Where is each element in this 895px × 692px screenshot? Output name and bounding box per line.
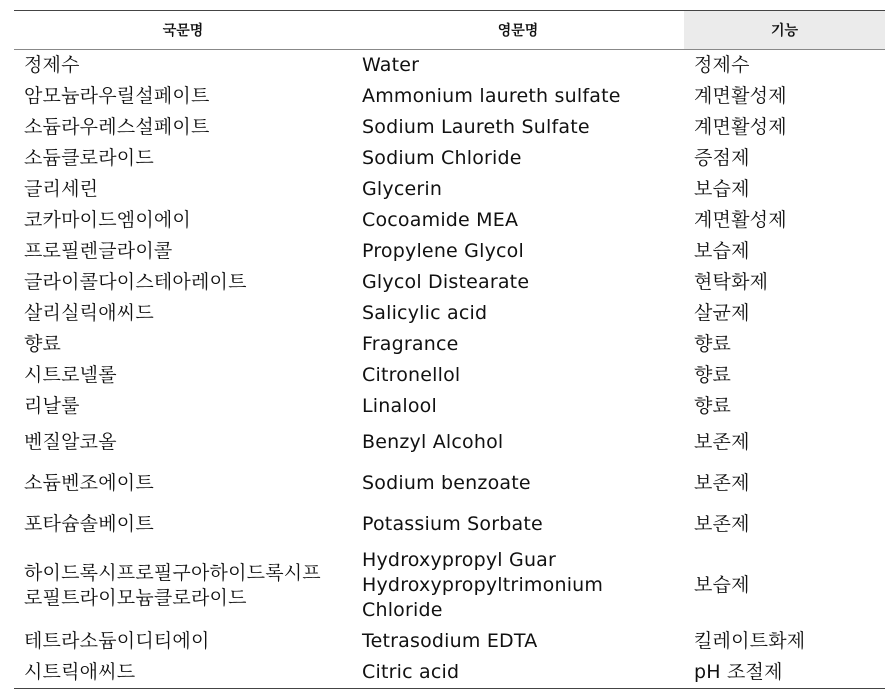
cell-english-name	[352, 174, 684, 205]
table-row	[14, 143, 885, 174]
table-row	[14, 50, 885, 82]
cell-english-name	[352, 545, 684, 626]
cell-korean-name: 정제수	[24, 54, 80, 76]
cell-english-name-line: Fragrance	[362, 333, 459, 355]
cell-english-name-line: Ammonium laureth sulfate	[362, 85, 621, 107]
cell-english-name	[352, 236, 684, 267]
header-function: 기능	[684, 11, 885, 50]
cell-english-name	[352, 143, 684, 174]
cell-function: 증점제	[684, 143, 885, 174]
cell-english-name-line: Cocoamide MEA	[362, 209, 519, 231]
header-row	[14, 11, 885, 50]
cell-function: 향료	[684, 329, 885, 360]
cell-english-name-line: Hydroxypropyltrimonium	[362, 574, 604, 596]
cell-english-name	[352, 360, 684, 391]
cell-korean-name: 소듐클로라이드	[24, 147, 154, 169]
table-row	[14, 174, 885, 205]
cell-korean-name: 글라이콜다이스테아레이트	[24, 271, 247, 293]
table-body	[14, 50, 885, 689]
cell-function: 보습제	[684, 174, 885, 205]
table-row	[14, 267, 885, 298]
cell-function: 보습제	[684, 545, 885, 626]
cell-korean-name: 암모늄라우릴설페이트	[24, 85, 210, 107]
cell-english-name	[352, 112, 684, 143]
table-row	[14, 112, 885, 143]
cell-english-name	[352, 329, 684, 360]
cell-function: 정제수	[684, 50, 885, 82]
cell-korean-name: 테트라소듐이디티에이	[24, 630, 210, 652]
cell-english-name-line: Chloride	[362, 599, 443, 621]
cell-korean-name: 포타슘솔베이트	[24, 513, 154, 535]
header-english-name: 영문명	[497, 23, 539, 39]
cell-english-name-line: Propylene Glycol	[362, 240, 524, 262]
cell-korean-name: 프로필렌글라이콜	[24, 240, 173, 262]
cell-english-name	[352, 422, 684, 463]
cell-function: 향료	[684, 391, 885, 422]
cell-english-name	[352, 50, 684, 82]
cell-english-name-line: Sodium Chloride	[362, 147, 522, 169]
table-row	[14, 657, 885, 689]
cell-korean-name: 리날룰	[24, 395, 80, 417]
table-row	[14, 298, 885, 329]
table-row	[14, 205, 885, 236]
cell-korean-name: 시트릭애씨드	[24, 661, 136, 683]
cell-english-name-line: Potassium Sorbate	[362, 513, 543, 535]
cell-english-name	[352, 81, 684, 112]
cell-english-name	[352, 657, 684, 689]
table-row	[14, 360, 885, 391]
cell-function: 보존제	[684, 463, 885, 504]
cell-function: 킬레이트화제	[684, 626, 885, 657]
cell-english-name-line: Glycol Distearate	[362, 271, 530, 293]
cell-english-name	[352, 267, 684, 298]
cell-english-name-line: Glycerin	[362, 178, 443, 200]
cell-korean-name: 시트로넬롤	[24, 364, 117, 386]
cell-english-name-line: Citric acid	[362, 661, 460, 683]
ingredient-table	[14, 10, 885, 689]
table-row	[14, 545, 885, 626]
cell-english-name-line: Sodium benzoate	[362, 472, 531, 494]
cell-english-name-line: Citronellol	[362, 364, 461, 386]
table-row	[14, 504, 885, 545]
cell-korean-name-line: 하이드록시프로필구아하이드록시프	[24, 561, 321, 584]
cell-function: 계면활성제	[684, 112, 885, 143]
table-row	[14, 329, 885, 360]
cell-english-name	[352, 626, 684, 657]
table-row	[14, 422, 885, 463]
cell-korean-name: 소듐라우레스설페이트	[24, 116, 210, 138]
cell-english-name	[352, 463, 684, 504]
cell-english-name-line: Benzyl Alcohol	[362, 431, 504, 453]
cell-function: 보습제	[684, 236, 885, 267]
cell-english-name	[352, 504, 684, 545]
cell-english-name	[352, 205, 684, 236]
cell-english-name-line: Hydroxypropyl Guar	[362, 549, 557, 571]
cell-function: 살균제	[684, 298, 885, 329]
table-header	[14, 11, 885, 50]
cell-english-name	[352, 298, 684, 329]
table-row	[14, 463, 885, 504]
cell-english-name-line: Tetrasodium EDTA	[362, 630, 538, 652]
cell-korean-name	[14, 545, 352, 626]
cell-korean-name: 살리실릭애씨드	[24, 302, 154, 324]
cell-english-name-line: Salicylic acid	[362, 302, 488, 324]
cell-korean-name: 벤질알코올	[24, 431, 117, 453]
cell-english-name-line: Sodium Laureth Sulfate	[362, 116, 590, 138]
cell-function: 보존제	[684, 504, 885, 545]
cell-english-name-line: Water	[362, 54, 420, 76]
ingredient-table-wrapper	[14, 10, 885, 689]
table-row	[14, 236, 885, 267]
table-row	[14, 626, 885, 657]
cell-english-name	[352, 391, 684, 422]
cell-function: 계면활성제	[684, 81, 885, 112]
cell-function: 보존제	[684, 422, 885, 463]
cell-function: pH 조절제	[684, 657, 885, 689]
cell-function: 향료	[684, 360, 885, 391]
cell-korean-name: 소듐벤조에이트	[24, 472, 154, 494]
cell-korean-name: 글리세린	[24, 178, 99, 200]
cell-korean-name: 향료	[24, 333, 62, 355]
cell-function: 계면활성제	[684, 205, 885, 236]
cell-korean-name-line: 로필트라이모늄클로라이드	[24, 586, 247, 609]
table-row	[14, 391, 885, 422]
cell-english-name-line: Linalool	[362, 395, 437, 417]
cell-korean-name: 코카마이드엠이에이	[24, 209, 191, 231]
cell-function: 현탁화제	[684, 267, 885, 298]
table-row	[14, 81, 885, 112]
header-korean-name: 국문명	[162, 23, 204, 39]
